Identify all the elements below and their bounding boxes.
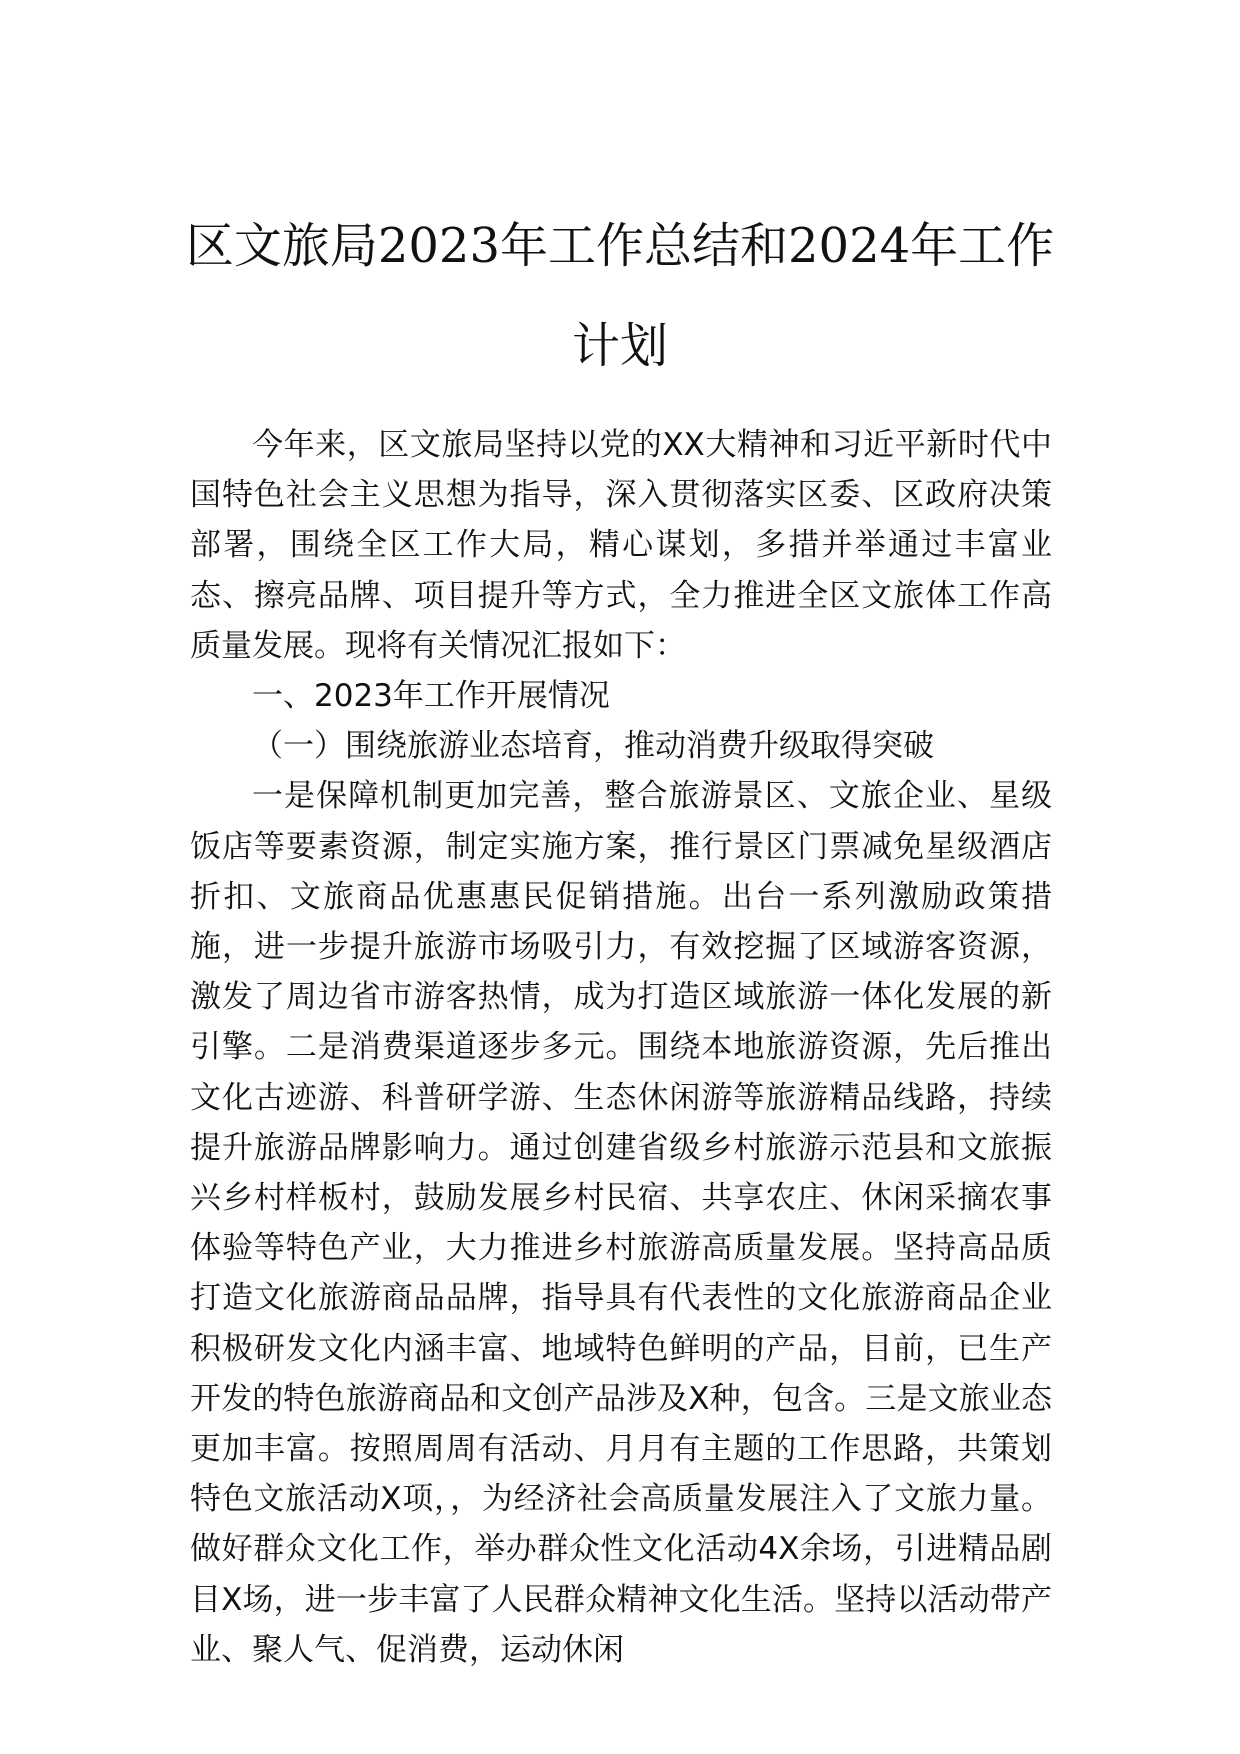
section-heading: 一、2023年工作开展情况: [252, 678, 610, 715]
body-paragraph: 一是保障机制更加完善，整合旅游景区、文旅企业、星级饭店等要素资源，制定实施方案，推行景区门票减免星级酒店折扣、文旅商品优惠惠民促销措施。出台一系列激励政策措施，进一步提升旅游市场吸引力，有效挖掘了区域游客资源，激发了周边省市游客热情，成为打造区域旅游一体化发展的新引擎。二是消费渠道逐步多元。围绕本地旅游资源，先后推出文化古迹游、科普研学游、生态休闲游等旅游精品线路，持续提升旅游品牌影响力。通过创建省级乡村旅游示范县和文旅振兴乡村样板村，鼓励发展乡村民宿、共享农庄、休闲采摘农事体验等特色产业，大力推进乡村旅游高质量发展。坚持高品质打造文化旅游商品品牌，指导具有代表性的文化旅游商品企业积极研发文化内涵丰富、地域特色鲜明的产品，目前，已生产开发的特色旅游商品和文创产品涉及X种，包含。三是文旅业态更加丰富。按照周周有活动、月月有主题的工作思路，共策划特色文旅活动X项，，为经济社会高质量发展注入了文旅力量。做好群众文化工作，举办群众性文化活动4X余场，引进精品剧目X场，进一步丰富了人民群众精神文化生活。坚持以活动带产业、聚人气、促消费，运动休闲: [190, 778, 1052, 1668]
subsection-heading: （一）围绕旅游业态培育，推动消费升级取得突破: [252, 728, 934, 765]
document-body: [190, 420, 1052, 1675]
document-title: 区文旅局2023年工作总结和2024年工作计划: [185, 218, 1055, 374]
intro-paragraph: 今年来，区文旅局坚持以党的XX大精神和习近平新时代中国特色社会主义思想为指导，深入贯彻落实区委、区政府决策部署，围绕全区工作大局，精心谋划，多措并举通过丰富业态、擦亮品牌、项目提升等方式，全力推进全区文旅体工作高质量发展。现将有关情况汇报如下：: [190, 427, 1052, 664]
